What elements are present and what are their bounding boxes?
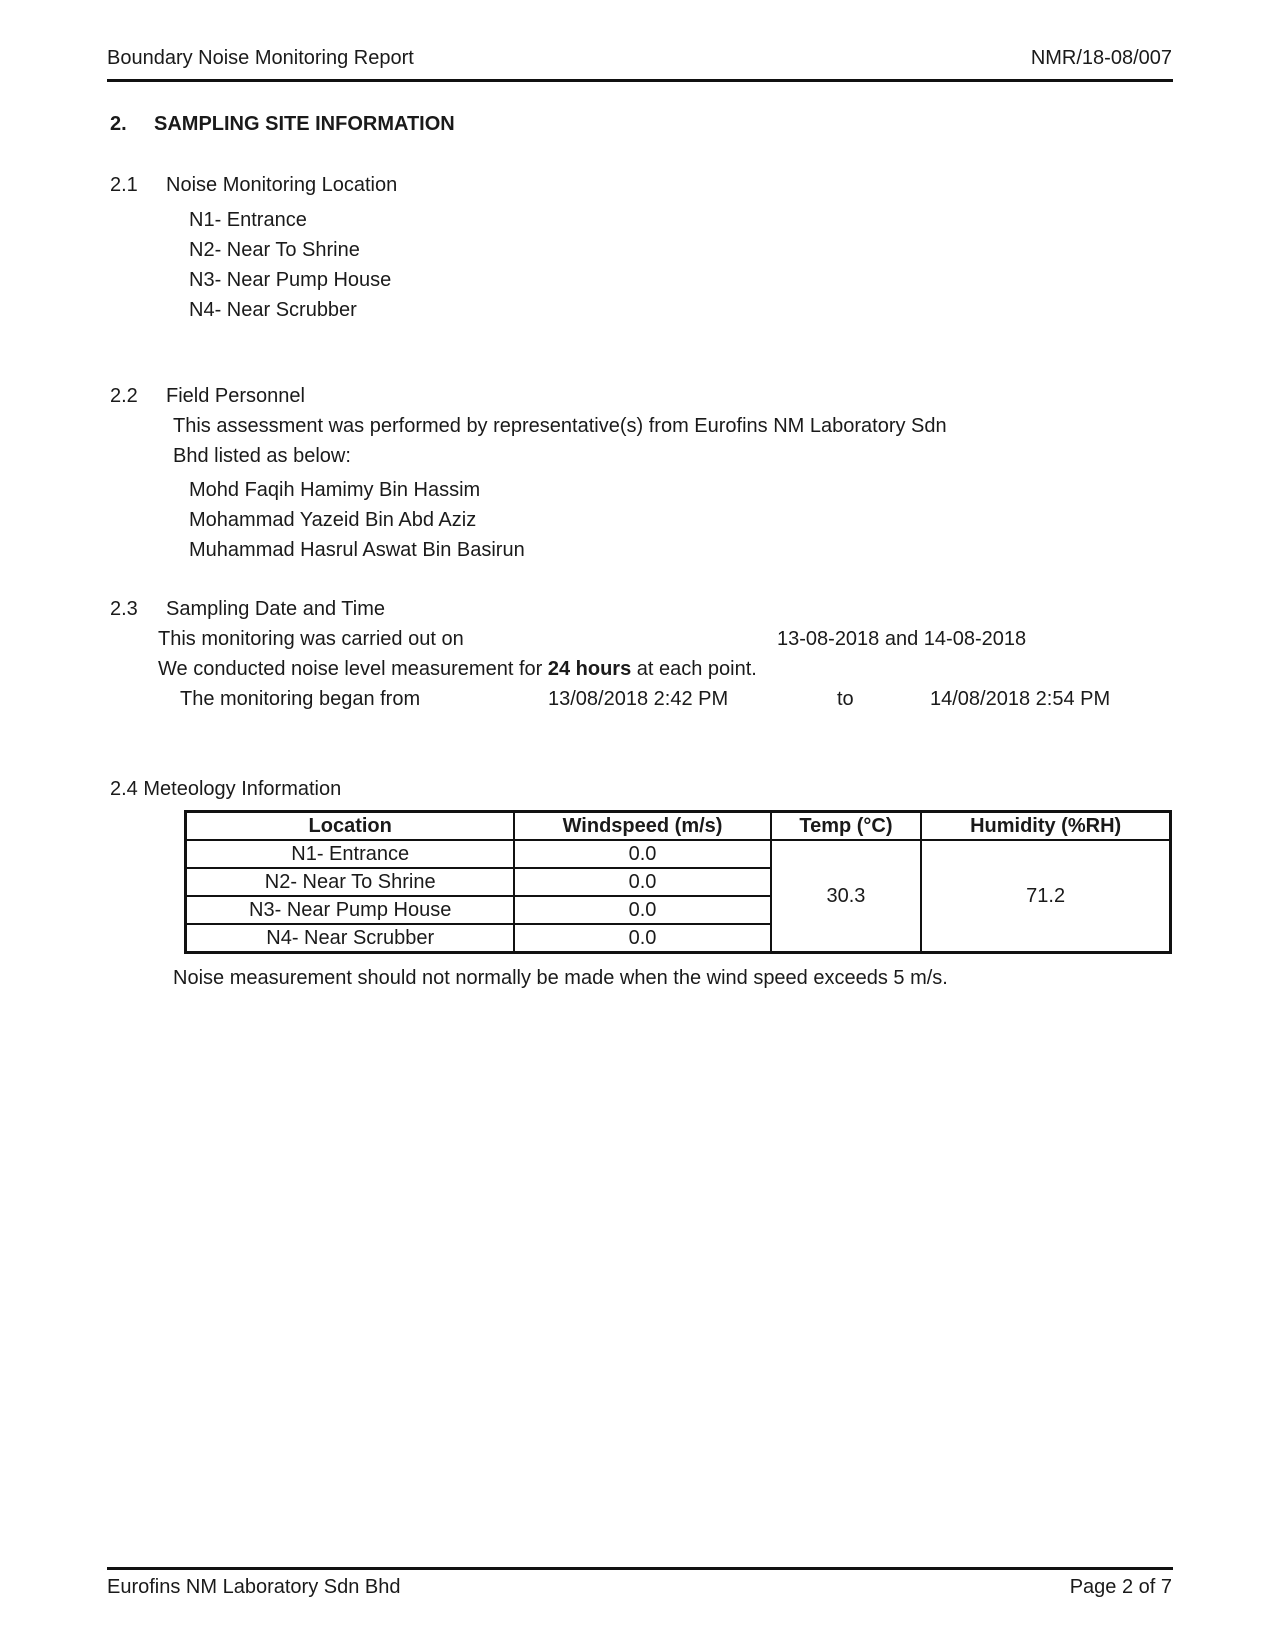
cell-temp: 30.3 [771, 840, 922, 953]
header-humidity: Humidity (%RH) [921, 812, 1170, 841]
report-reference: NMR/18-08/007 [1030, 47, 1172, 69]
subsection-title: Sampling Date and Time [166, 598, 386, 620]
footer-divider [107, 1567, 1173, 1570]
began-label: The monitoring began from [180, 688, 421, 710]
header-temp: Temp (°C) [771, 812, 922, 841]
cell-windspeed: 0.0 [514, 896, 770, 924]
subsection-title: Noise Monitoring Location [166, 174, 398, 196]
cell-location: N3- Near Pump House [186, 896, 515, 924]
list-item: Mohammad Yazeid Bin Abd Aziz [189, 509, 477, 531]
footer-company: Eurofins NM Laboratory Sdn Bhd [107, 1576, 401, 1598]
meteorology-table [184, 810, 1172, 954]
personnel-list [189, 475, 525, 565]
personnel-intro-line-2: Bhd listed as below: [173, 445, 351, 467]
subsection-number: 2.2 [110, 385, 138, 407]
cell-location: N2- Near To Shrine [186, 868, 515, 896]
subsection-number: 2.1 [110, 174, 138, 196]
carried-out-label: This monitoring was carried out on [158, 628, 464, 650]
header-location: Location [186, 812, 515, 841]
began-end: 14/08/2018 2:54 PM [930, 688, 1111, 710]
subsection-title: Field Personnel [166, 385, 305, 407]
carried-out-dates: 13-08-2018 and 14-08-2018 [777, 628, 1027, 650]
subsection-2-2-heading [110, 385, 305, 408]
table-header-row [186, 812, 1171, 841]
began-start: 13/08/2018 2:42 PM [548, 688, 729, 710]
subsection-2-3-heading [110, 598, 385, 621]
measurement-duration: 24 hours [547, 658, 632, 680]
began-to: to [837, 688, 854, 710]
page-number: Page 2 of 7 [1069, 1576, 1172, 1598]
measurement-duration-line [158, 658, 757, 681]
measurement-suffix: at each point. [631, 658, 757, 680]
subsection-number: 2.3 [110, 598, 138, 620]
section-number: 2. [110, 113, 127, 135]
cell-location: N1- Entrance [186, 840, 515, 868]
list-item: N1- Entrance [189, 209, 307, 231]
subsection-2-1-heading [110, 174, 397, 197]
list-item: N2- Near To Shrine [189, 239, 360, 261]
cell-location: N4- Near Scrubber [186, 924, 515, 953]
cell-windspeed: 0.0 [514, 840, 770, 868]
header-windspeed: Windspeed (m/s) [514, 812, 770, 841]
section-heading [110, 113, 455, 136]
header-divider [107, 79, 1173, 82]
report-title: Boundary Noise Monitoring Report [107, 47, 414, 69]
cell-humidity: 71.2 [921, 840, 1170, 953]
personnel-intro-line-1: This assessment was performed by representative(s) from Eurofins NM Laboratory Sdn [173, 415, 947, 437]
list-item: Muhammad Hasrul Aswat Bin Basirun [189, 539, 525, 561]
subsection-2-4-heading: 2.4 Meteology Information [110, 778, 342, 800]
section-title: SAMPLING SITE INFORMATION [154, 113, 455, 135]
list-item: Mohd Faqih Hamimy Bin Hassim [189, 479, 481, 501]
cell-windspeed: 0.0 [514, 868, 770, 896]
location-list [189, 205, 391, 325]
wind-speed-note: Noise measurement should not normally be made when the wind speed exceeds 5 m/s. [173, 967, 948, 989]
table-row [186, 840, 1171, 868]
measurement-prefix: We conducted noise level measurement for [158, 658, 548, 680]
list-item: N3- Near Pump House [189, 269, 392, 291]
cell-windspeed: 0.0 [514, 924, 770, 953]
list-item: N4- Near Scrubber [189, 299, 357, 321]
